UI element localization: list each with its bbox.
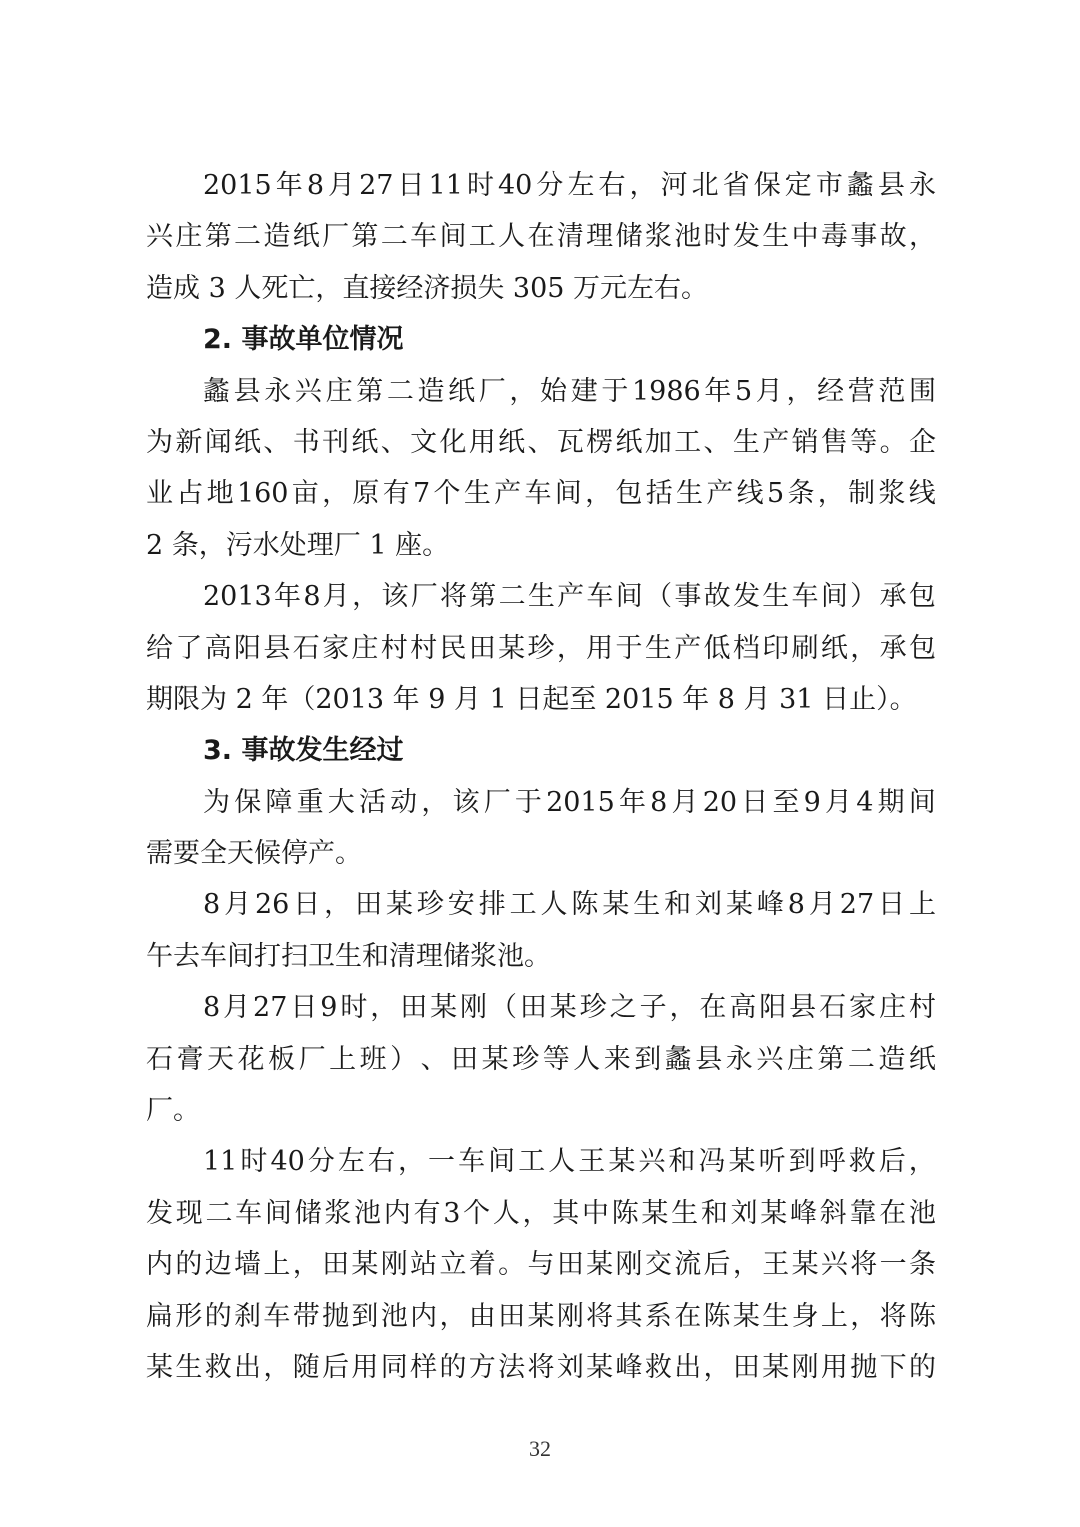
paragraph-line: 2 条，污水处理厂 1 座。 (146, 529, 450, 561)
paragraph-line: 蠡 县 永 兴 庄 第 二 造 纸 厂 ， 始 建 于 1986 年 5 月 ， 经 营 范 围 (203, 375, 936, 407)
section-heading: 2. 事故单位情况 (203, 324, 404, 356)
section-heading: 3. 事故发生经过 (203, 735, 404, 767)
paragraph-line: 期限为 2 年（2013 年 9 月 1 日起至 2015 年 8 月 31 日止）。 (146, 683, 917, 715)
paragraph-line: 扁 形 的 刹 车 带 抛 到 池 内 ， 由 田 某 刚 将 其 系 在 陈 某 生 身 上 ， 将 陈 (146, 1300, 936, 1332)
paragraph-line: 8 月 27 日 9 时 ， 田 某 刚 （ 田 某 珍 之 子 ， 在 高 阳 县 石 家 庄 村 (203, 992, 936, 1024)
paragraph-line: 业 占 地 160 亩 ， 原 有 7 个 生 产 车 间 ， 包 括 生 产 线 5 条 ， 制 浆 线 (146, 478, 936, 510)
paragraph-line: 午去车间打扫卫生和清理储浆池。 (146, 940, 551, 972)
page-number: 32 (529, 1436, 551, 1461)
paragraph-line: 11 时 40 分 左 右 ， 一 车 间 工 人 王 某 兴 和 冯 某 听 到 呼 救 后 ， (203, 1146, 936, 1178)
paragraph-line: 厂。 (146, 1095, 200, 1127)
paragraph-line: 需要全天候停产。 (146, 838, 362, 870)
paragraph-line: 兴 庄 第 二 造 纸 厂 第 二 车 间 工 人 在 清 理 储 浆 池 时 发 生 中 毒 事 故 ， (146, 221, 936, 253)
paragraph-line: 造成 3 人死亡，直接经济损失 305 万元左右。 (146, 272, 709, 304)
paragraph-line: 8 月 26 日 ， 田 某 珍 安 排 工 人 陈 某 生 和 刘 某 峰 8 月 27 日 上 (203, 889, 936, 921)
paragraph-line: 给 了 高 阳 县 石 家 庄 村 村 民 田 某 珍 ， 用 于 生 产 低 档 印 刷 纸 ， 承 包 (146, 632, 936, 664)
paragraph-line: 为 保 障 重 大 活 动 ， 该 厂 于 2015 年 8 月 20 日 至 9 月 4 期 间 (203, 786, 936, 818)
paragraph-line: 内 的 边 墙 上 ， 田 某 刚 站 立 着 。 与 田 某 刚 交 流 后 ， 王 某 兴 将 一 条 (146, 1249, 936, 1281)
paragraph-line: 石 膏 天 花 板 厂 上 班 ） 、 田 某 珍 等 人 来 到 蠡 县 永 兴 庄 第 二 造 纸 (146, 1043, 936, 1075)
paragraph-line: 发 现 二 车 间 储 浆 池 内 有 3 个 人 ， 其 中 陈 某 生 和 刘 某 峰 斜 靠 在 池 (146, 1197, 936, 1229)
paragraph-line: 为 新 闻 纸 、 书 刊 纸 、 文 化 用 纸 、 瓦 楞 纸 加 工 、 生 产 销 售 等 。 企 (146, 426, 936, 458)
paragraph-line: 2013 年 8 月 ， 该 厂 将 第 二 生 产 车 间 （ 事 故 发 生 车 间 ） 承 包 (203, 581, 936, 613)
document-body (146, 160, 936, 1393)
paragraph-line: 某 生 救 出 ， 随 后 用 同 样 的 方 法 将 刘 某 峰 救 出 ， 田 某 刚 用 抛 下 的 (146, 1351, 936, 1383)
paragraph-line: 2015 年 8 月 27 日 11 时 40 分 左 右 ， 河 北 省 保 定 市 蠡 县 永 (203, 170, 936, 201)
